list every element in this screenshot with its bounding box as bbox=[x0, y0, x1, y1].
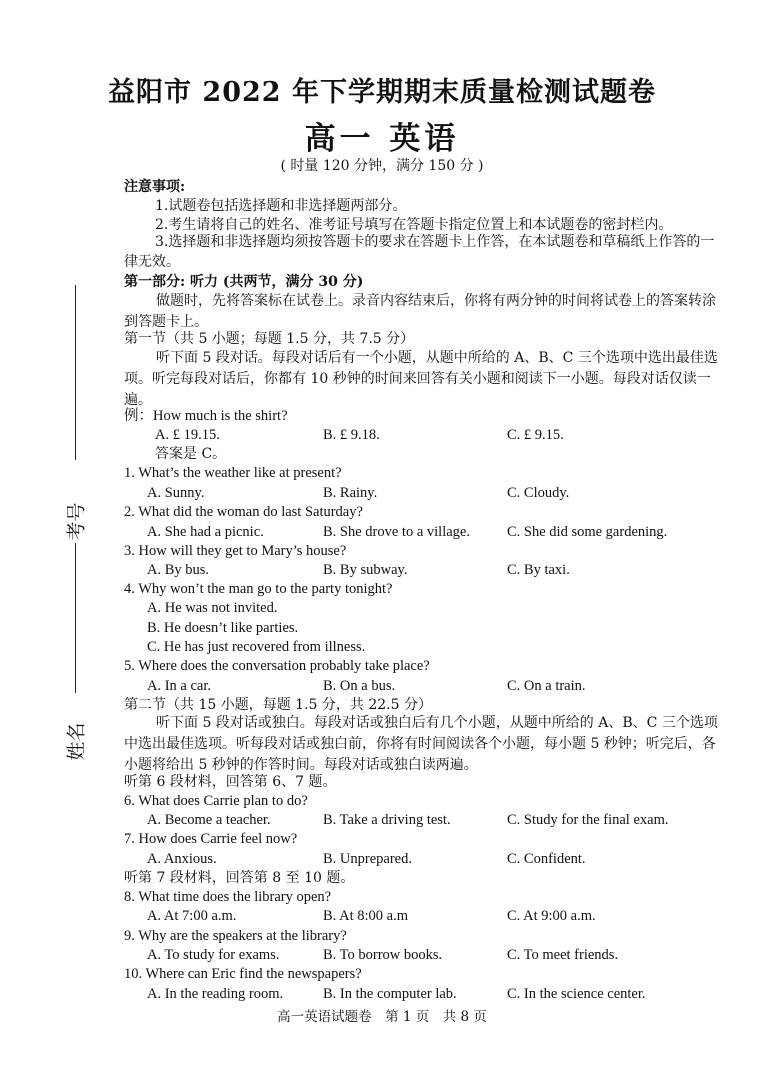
q4-option-a: A. He was not invited. bbox=[147, 600, 278, 616]
q1-option-b: B. Rainy. bbox=[323, 485, 378, 501]
question-5: 5. Where does the conversation probably take place? bbox=[124, 658, 430, 674]
time-note: ( 时量 120 分钟，满分 150 分 ) bbox=[280, 158, 484, 174]
notice-item-2: 2.考生请将自己的姓名、准考证号填写在答题卡指定位置上和本试题卷的密封栏内。 bbox=[155, 217, 673, 233]
q5-option-c: C. On a train. bbox=[507, 678, 586, 694]
part1-heading: 第一部分: 听力 (共两节，满分 30 分) bbox=[124, 274, 364, 290]
q5-option-a: A. In a car. bbox=[147, 678, 212, 694]
example-question: 例：How much is the shirt? bbox=[124, 408, 288, 424]
example-option-a: A. £ 19.15. bbox=[155, 427, 220, 443]
subject-title: 高一 英语 bbox=[304, 121, 460, 157]
exam-title: 益阳市 2022 年下学期期末质量检测试题卷 bbox=[108, 77, 656, 108]
example-option-b: B. £ 9.18. bbox=[323, 427, 380, 443]
section2-intro: 听下面 5 段对话或独白。每段对话或独白后有几个小题，从题中所给的 A、B、C 三个选项中选出最佳选项。听每段对话或独白前，你将有时间阅读各个小题，每小题 5 秒钟；听完后，各小题将给出 5 秒钟的作答时间。每段对话或独白读两遍。 bbox=[124, 715, 718, 773]
exam-no-label: 考号 bbox=[65, 502, 88, 541]
q4-option-c: C. He has just recovered from illness. bbox=[147, 639, 366, 655]
q7-option-a: A. Anxious. bbox=[147, 851, 217, 867]
q8-option-a: A. At 7:00 a.m. bbox=[147, 908, 237, 924]
q2-option-c: C. She did some gardening. bbox=[507, 524, 668, 540]
question-9: 9. Why are the speakers at the library? bbox=[124, 928, 347, 944]
q3-option-b: B. By subway. bbox=[323, 562, 408, 578]
section2-heading: 第二节（共 15 小题，每题 1.5 分，共 22.5 分） bbox=[124, 697, 432, 713]
q1-option-a: A. Sunny. bbox=[147, 485, 205, 501]
notice-item-1: 1.试题卷包括选择题和非选择题两部分。 bbox=[155, 198, 407, 214]
q8-option-b: B. At 8:00 a.m bbox=[323, 908, 408, 924]
material-7-note: 听第 7 段材料，回答第 8 至 10 题。 bbox=[124, 870, 355, 886]
name-label: 姓名 bbox=[65, 722, 88, 761]
q6-option-a: A. Become a teacher. bbox=[147, 812, 271, 828]
q3-option-a: A. By bus. bbox=[147, 562, 210, 578]
seal-line-middle bbox=[75, 543, 76, 693]
seal-line-top bbox=[75, 285, 76, 460]
part1-intro: 做题时，先将答案标在试卷上。录音内容结束后，你将有两分钟的时间将试卷上的答案转涂到答题卡上。 bbox=[124, 293, 716, 330]
q9-option-c: C. To meet friends. bbox=[507, 947, 619, 963]
section1-intro: 听下面 5 段对话。每段对话后有一个小题，从题中所给的 A、B、C 三个选项中选出最佳选项。听完每段对话后，你都有 10 秒钟的时间来回答有关小题和阅读下一小题。每段对话仅读一遍。 bbox=[124, 350, 718, 408]
notice-item-3: 3.选择题和非选择题均须按答题卡的要求在答题卡上作答，在本试题卷和草稿纸上作答的一律无效。 bbox=[124, 234, 715, 270]
question-2: 2. What did the woman do last Saturday? bbox=[124, 504, 363, 520]
q1-option-c: C. Cloudy. bbox=[507, 485, 570, 501]
section1-heading: 第一节（共 5 小题；每题 1.5 分，共 7.5 分） bbox=[124, 331, 415, 347]
q6-option-c: C. Study for the final exam. bbox=[507, 812, 669, 828]
q8-option-c: C. At 9:00 a.m. bbox=[507, 908, 596, 924]
q10-option-b: B. In the computer lab. bbox=[323, 986, 457, 1002]
q7-option-c: C. Confident. bbox=[507, 851, 586, 867]
q2-option-a: A. She had a picnic. bbox=[147, 524, 264, 540]
q9-option-a: A. To study for exams. bbox=[147, 947, 280, 963]
q10-option-a: A. In the reading room. bbox=[147, 986, 284, 1002]
question-4: 4. Why won’t the man go to the party tonight? bbox=[124, 581, 393, 597]
q5-option-b: B. On a bus. bbox=[323, 678, 396, 694]
q6-option-b: B. Take a driving test. bbox=[323, 812, 451, 828]
q2-option-b: B. She drove to a village. bbox=[323, 524, 470, 540]
example-answer: 答案是 C。 bbox=[155, 446, 227, 462]
question-6: 6. What does Carrie plan to do? bbox=[124, 793, 308, 809]
q4-option-b: B. He doesn’t like parties. bbox=[147, 620, 299, 636]
notice-heading: 注意事项: bbox=[124, 179, 186, 195]
question-7: 7. How does Carrie feel now? bbox=[124, 831, 298, 847]
material-6-note: 听第 6 段材料，回答第 6、7 题。 bbox=[124, 774, 337, 790]
question-10: 10. Where can Eric find the newspapers? bbox=[124, 966, 362, 982]
q9-option-b: B. To borrow books. bbox=[323, 947, 443, 963]
q10-option-c: C. In the science center. bbox=[507, 986, 646, 1002]
example-option-c: C. £ 9.15. bbox=[507, 427, 564, 443]
q7-option-b: B. Unprepared. bbox=[323, 851, 412, 867]
page-footer: 高一英语试题卷 第 1 页 共 8 页 bbox=[277, 1009, 487, 1025]
question-1: 1. What’s the weather like at present? bbox=[124, 465, 342, 481]
question-3: 3. How will they get to Mary’s house? bbox=[124, 543, 347, 559]
question-8: 8. What time does the library open? bbox=[124, 889, 332, 905]
q3-option-c: C. By taxi. bbox=[507, 562, 570, 578]
